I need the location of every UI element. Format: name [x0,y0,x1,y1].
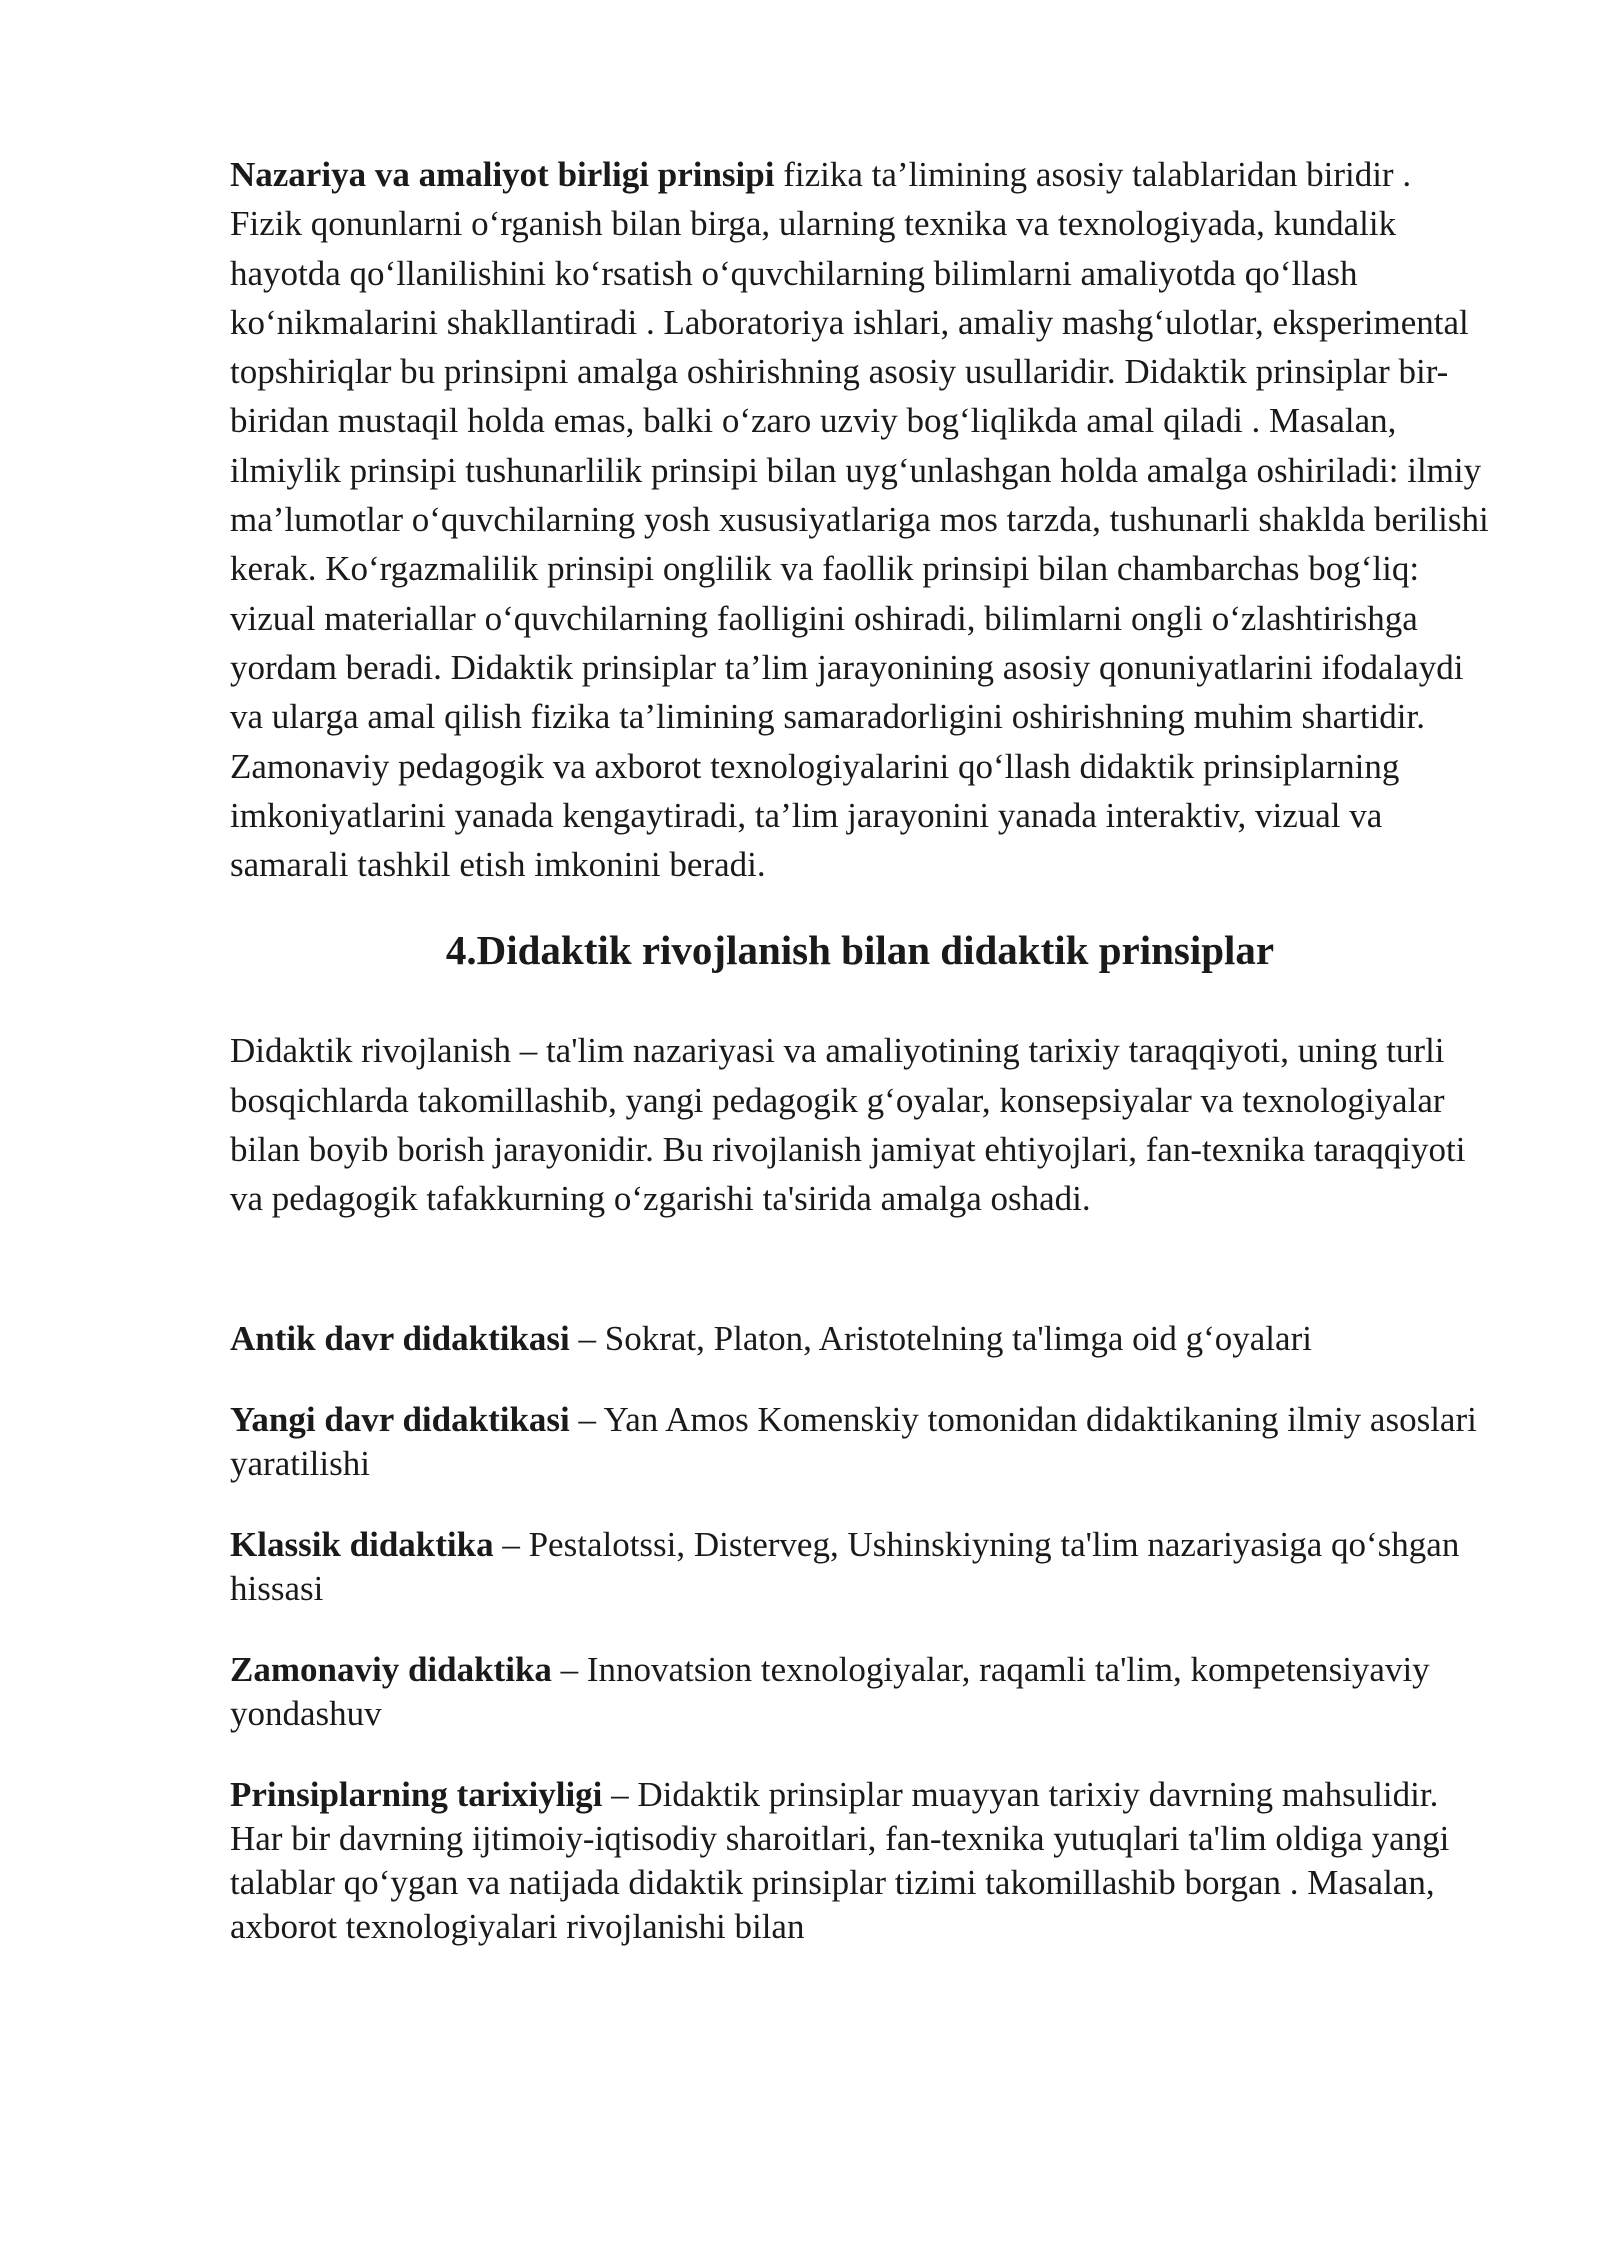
item-term: Zamonaviy didaktika [230,1649,552,1689]
item-desc: – Yan Amos Komenskiy tomonidan didaktikaning ilmiy asoslari yaratilishi [230,1399,1477,1483]
item-desc: – Innovatsion texnologiyalar, raqamli ta'lim, kompetensiyaviy yondashuv [230,1649,1430,1733]
item-term: Prinsiplarning tarixiyligi [230,1774,603,1814]
list-item [230,1773,1490,1949]
principle-paragraph [230,150,1490,889]
item-term: Klassik didaktika [230,1524,494,1564]
item-desc: – Pestalotssi, Disterveg, Ushinskiyning ta'lim nazariyasiga qo‘shgan hissasi [230,1524,1460,1608]
item-term: Antik davr didaktikasi [230,1318,570,1358]
principle-text: fizika ta’limining asosiy talablaridan biridir . Fizik qonunlarni o‘rganish bilan birga, ularning texnika va texnologiyada, kundalik hayotda qo‘llanilishini ko‘rsatish o‘quvchilarning bilimlarni amaliyotda qo‘llash ko‘nikmalarini shakllantiradi . Laboratoriya ishlari, amaliy mashg‘ulotlar, eksperimental topshiriqlar bu prinsipni amalga oshirishning asosiy usullaridir. Didaktik prinsiplar bir-biridan mustaqil holda emas, balki o‘zaro uzviy bog‘liqlikda amal qiladi . Masalan, ilmiylik prinsipi tushunarlilik prinsipi bilan uyg‘unlashgan holda amalga oshiriladi: ilmiy ma’lumotlar o‘quvchilarning yosh xususiyatlariga mos tarzda, tushunarli shaklda berilishi kerak. Ko‘rgazmalilik prinsipi onglilik va faollik prinsipi bilan chambarchas bog‘liq: vizual materiallar o‘quvchilarning faolligini oshiradi, bilimlarni ongli o‘zlashtirishga yordam beradi. Didaktik prinsiplar ta’lim jarayonining asosiy qonuniyatlarini ifodalaydi va ularga amal qilish fizika ta’limining samaradorligini oshirishning muhim shartidir. Zamonaviy pedagogik va axborot texnologiyalarini qo‘llash didaktik prinsiplarning imkoniyatlarini yanada kengaytiradi, ta’lim jarayonini yanada interaktiv, vizual va samarali tashkil etish imkonini beradi. [230,155,1489,885]
intro-paragraph: Didaktik rivojlanish – ta'lim nazariyasi va amaliyotining tarixiy taraqqiyoti, uning turli bosqichlarda takomillashib, yangi pedagogik g‘oyalar, konsepsiyalar va texnologiyalar bilan boyib borish jarayonidir. Bu rivojlanish jamiyat ehtiyojlari, fan-texnika taraqqiyoti va pedagogik tafakkurning o‘zgarishi ta'sirida amalga oshadi. [230,1031,1466,1219]
principle-term: Nazariya va amaliyot birligi prinsipi [230,155,775,194]
item-desc: – Sokrat, Platon, Aristotelning ta'limga oid g‘oyalari [569,1318,1312,1358]
list-item [230,1523,1490,1611]
item-term: Yangi davr didaktikasi [230,1399,570,1439]
list-item [230,1317,1490,1361]
section-heading: 4.Didaktik rivojlanish bilan didaktik prinsiplar [445,927,1275,974]
list-item [230,1648,1490,1736]
list-item [230,1398,1490,1486]
item-desc: – Didaktik prinsiplar muayyan tarixiy davrning mahsulidir. Har bir davrning ijtimoiy-iqtisodiy sharoitlari, fan-texnika yutuqlari ta'lim oldiga yangi talablar qo‘ygan va natijada didaktik prinsiplar tizimi takomillashib borgan . Masalan, axborot texnologiyalari rivojlanishi bilan [230,1774,1450,1946]
document-page [230,150,1490,1949]
